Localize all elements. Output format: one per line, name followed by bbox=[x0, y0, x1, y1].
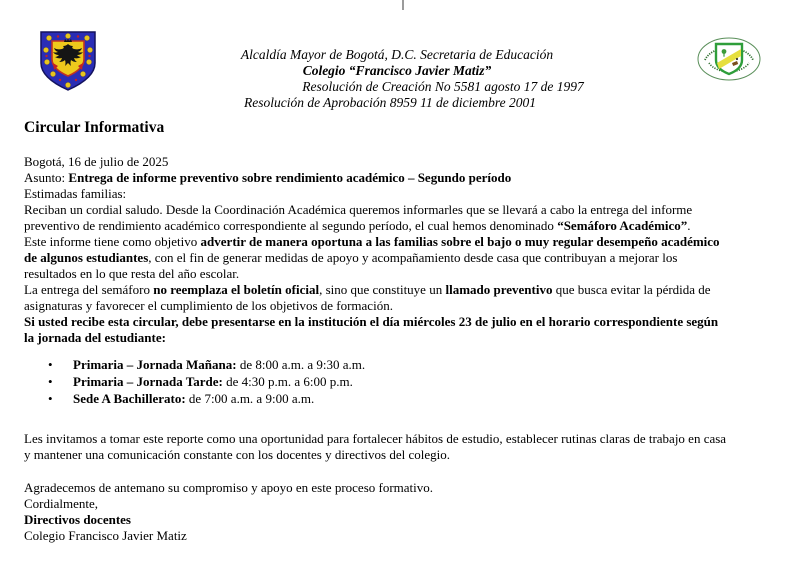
body-line: asignaturas y favorecer el cumplimiento de los objetivos de formación. bbox=[24, 298, 393, 313]
subject-label: Asunto: bbox=[24, 170, 69, 185]
farewell-line: Cordialmente, bbox=[24, 496, 99, 511]
schedule-label: Sede A Bachillerato: bbox=[73, 391, 186, 406]
list-item bbox=[24, 390, 790, 407]
body-line: Reciban un cordial saludo. Desde la Coordinación Académica queremos informarles que se llevará a cabo la entrega del informe bbox=[24, 202, 693, 217]
text-cursor-mark bbox=[402, 0, 404, 10]
body-text: La entrega del semáforo bbox=[24, 282, 154, 297]
schedule-time: de 4:30 p.m. a 6:00 p.m. bbox=[222, 374, 353, 389]
body-line bbox=[24, 234, 790, 250]
bullet-icon: • bbox=[48, 357, 53, 372]
schedule-time: de 8:00 a.m. a 9:30 a.m. bbox=[236, 357, 366, 372]
body-text: , sino que constituye un bbox=[319, 282, 446, 297]
letterhead-school-name: Colegio “Francisco Javier Matiz” bbox=[302, 63, 492, 78]
schedule-time: de 7:00 a.m. a 9:00 a.m. bbox=[185, 391, 315, 406]
schedule-list bbox=[24, 356, 790, 407]
body-line: y mantener una comunicación constante con los docentes y directivos del colegio. bbox=[24, 447, 450, 462]
salutation: Estimadas familias: bbox=[24, 186, 127, 201]
school-emblem-icon bbox=[696, 36, 762, 82]
letterhead bbox=[0, 47, 794, 111]
body-line: resultados en lo que resta del año escolar. bbox=[24, 266, 240, 281]
schedule-label: Primaria – Jornada Mañana: bbox=[73, 357, 237, 372]
signature-school: Colegio Francisco Javier Matiz bbox=[24, 528, 187, 543]
subject-text: Entrega de informe preventivo sobre rendimiento académico – Segundo período bbox=[68, 170, 512, 185]
thanks-line: Agradecemos de antemano su compromiso y apoyo en este proceso formativo. bbox=[24, 480, 434, 495]
date-line: Bogotá, 16 de julio de 2025 bbox=[24, 154, 169, 169]
letterhead-resolution-creation: Resolución de Creación No 5581 agosto 17 de 1997 bbox=[302, 79, 584, 94]
body-text: Este informe tiene como objetivo bbox=[24, 234, 201, 249]
signature-role: Directivos docentes bbox=[24, 512, 131, 527]
letter-body bbox=[24, 119, 790, 544]
body-line bbox=[24, 282, 790, 298]
closing-paragraph bbox=[24, 431, 790, 463]
bullet-icon: • bbox=[48, 391, 53, 406]
body-text: . bbox=[687, 218, 691, 233]
list-item bbox=[24, 373, 790, 390]
body-text-bold: no reemplaza el boletín oficial bbox=[153, 282, 320, 297]
bullet-icon: • bbox=[48, 374, 53, 389]
body-text-bold: de algunos estudiantes bbox=[24, 250, 149, 265]
list-item bbox=[24, 356, 790, 373]
letterhead-entity-line: Alcaldía Mayor de Bogotá, D.C. Secretaria de Educación bbox=[240, 47, 554, 62]
body-text-bold: “Semáforo Académico” bbox=[557, 218, 688, 233]
body-text: preventivo de rendimiento académico correspondiente al segundo período, el cual hemos denominado bbox=[24, 218, 558, 233]
schedule-label: Primaria – Jornada Tarde: bbox=[73, 374, 223, 389]
body-line bbox=[24, 218, 790, 234]
schedule-text bbox=[73, 390, 314, 407]
body-text-bold: advertir de manera oportuna a las familias sobre el bajo o muy regular desempeño académico bbox=[200, 234, 720, 249]
body-text: que busca evitar la pérdida de bbox=[552, 282, 711, 297]
subject-line bbox=[24, 170, 790, 186]
schedule-text bbox=[73, 356, 365, 373]
letterhead-resolution-approval: Resolución de Aprobación 8959 11 de diciembre 2001 bbox=[243, 95, 537, 110]
body-line-bold: la jornada del estudiante: bbox=[24, 330, 166, 345]
schedule-text bbox=[73, 373, 353, 390]
body-line-bold: Si usted recibe esta circular, debe presentarse en la institución el día miércoles 23 de julio en el horario correspondiente según bbox=[24, 314, 719, 329]
body-line bbox=[24, 250, 790, 266]
body-text-bold: llamado preventivo bbox=[445, 282, 553, 297]
body-line: Les invitamos a tomar este reporte como una oportunidad para fortalecer hábitos de estudio, establecer rutinas claras de trabajo en casa bbox=[24, 431, 727, 446]
body-text: , con el fin de generar medidas de apoyo y acompañamiento desde casa que contribuyan a mejorar los bbox=[148, 250, 678, 265]
page-title: Circular Informativa bbox=[24, 119, 165, 136]
